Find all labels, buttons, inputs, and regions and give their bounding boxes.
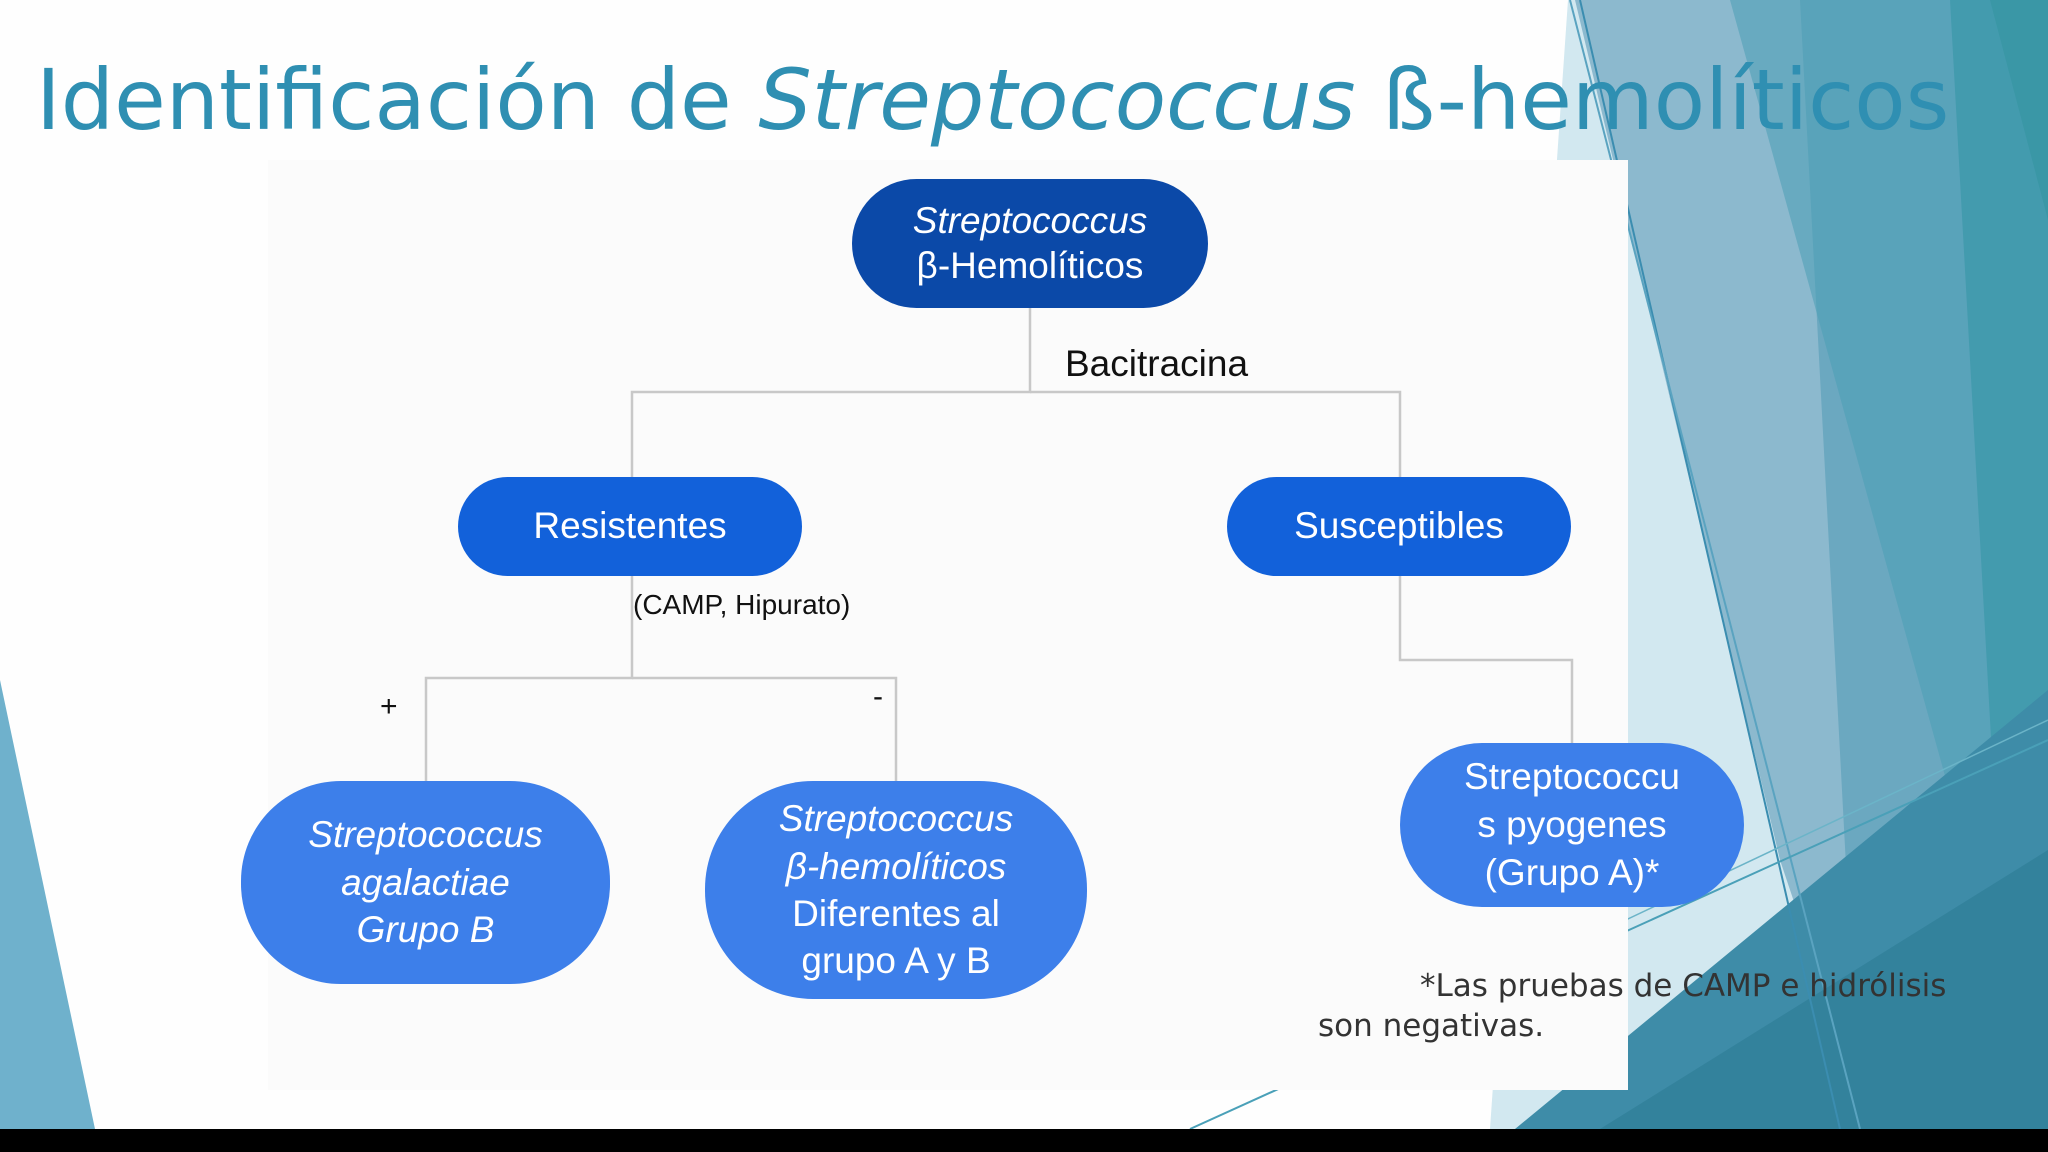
footnote-line-2: son negativas. bbox=[1318, 1008, 1545, 1044]
node-agalactiae bbox=[241, 781, 610, 984]
connector-resistant-to-agalactiae bbox=[426, 576, 632, 782]
node-pyogenes-line-3: (Grupo A)* bbox=[1484, 852, 1660, 894]
node-root-line-2: β-Hemolíticos bbox=[916, 244, 1144, 286]
node-agalactiae-line-1: Streptococcus bbox=[308, 814, 543, 856]
node-agalactiae-line-3: Grupo B bbox=[356, 909, 495, 951]
connector-root-to-susceptible bbox=[1030, 392, 1400, 478]
label-plus: + bbox=[380, 690, 398, 723]
node-pyogenes-line-2: s pyogenes bbox=[1477, 803, 1667, 845]
node-other-beta-line-4: grupo A y B bbox=[801, 940, 991, 982]
connector-root-to-level2 bbox=[632, 308, 1030, 478]
label-bacitracina: Bacitracina bbox=[1065, 343, 1249, 384]
connector-susceptible-to-pyogenes bbox=[1400, 576, 1572, 744]
page-title bbox=[36, 50, 1949, 151]
footnote-line-1: *Las pruebas de CAMP e hidrólisis bbox=[1420, 968, 1947, 1004]
node-pyogenes bbox=[1400, 743, 1744, 907]
label-minus: - bbox=[873, 680, 883, 713]
node-resistentes bbox=[458, 477, 802, 576]
node-resistentes-label: Resistentes bbox=[533, 505, 727, 547]
node-root bbox=[852, 179, 1208, 308]
node-pyogenes-line-1: Streptococcu bbox=[1464, 755, 1680, 797]
node-agalactiae-line-2: agalactiae bbox=[341, 861, 510, 903]
node-other-beta-line-2: β-hemolíticos bbox=[785, 845, 1007, 887]
node-root-line-1: Streptococcus bbox=[912, 200, 1148, 242]
node-other-beta-line-1: Streptococcus bbox=[778, 798, 1014, 840]
title-part-1: Identificación de bbox=[36, 51, 759, 149]
node-susceptibles bbox=[1227, 477, 1571, 576]
connector-resistant-to-other bbox=[632, 678, 896, 782]
title-species: Streptococcus bbox=[758, 51, 1356, 149]
title-part-2: ß-hemolíticos bbox=[1355, 51, 1950, 149]
node-susceptibles-label: Susceptibles bbox=[1294, 505, 1504, 547]
label-camp-hipurato: (CAMP, Hipurato) bbox=[633, 589, 851, 620]
node-other-beta-line-3: Diferentes al bbox=[792, 893, 1000, 934]
node-other-beta bbox=[705, 781, 1087, 999]
